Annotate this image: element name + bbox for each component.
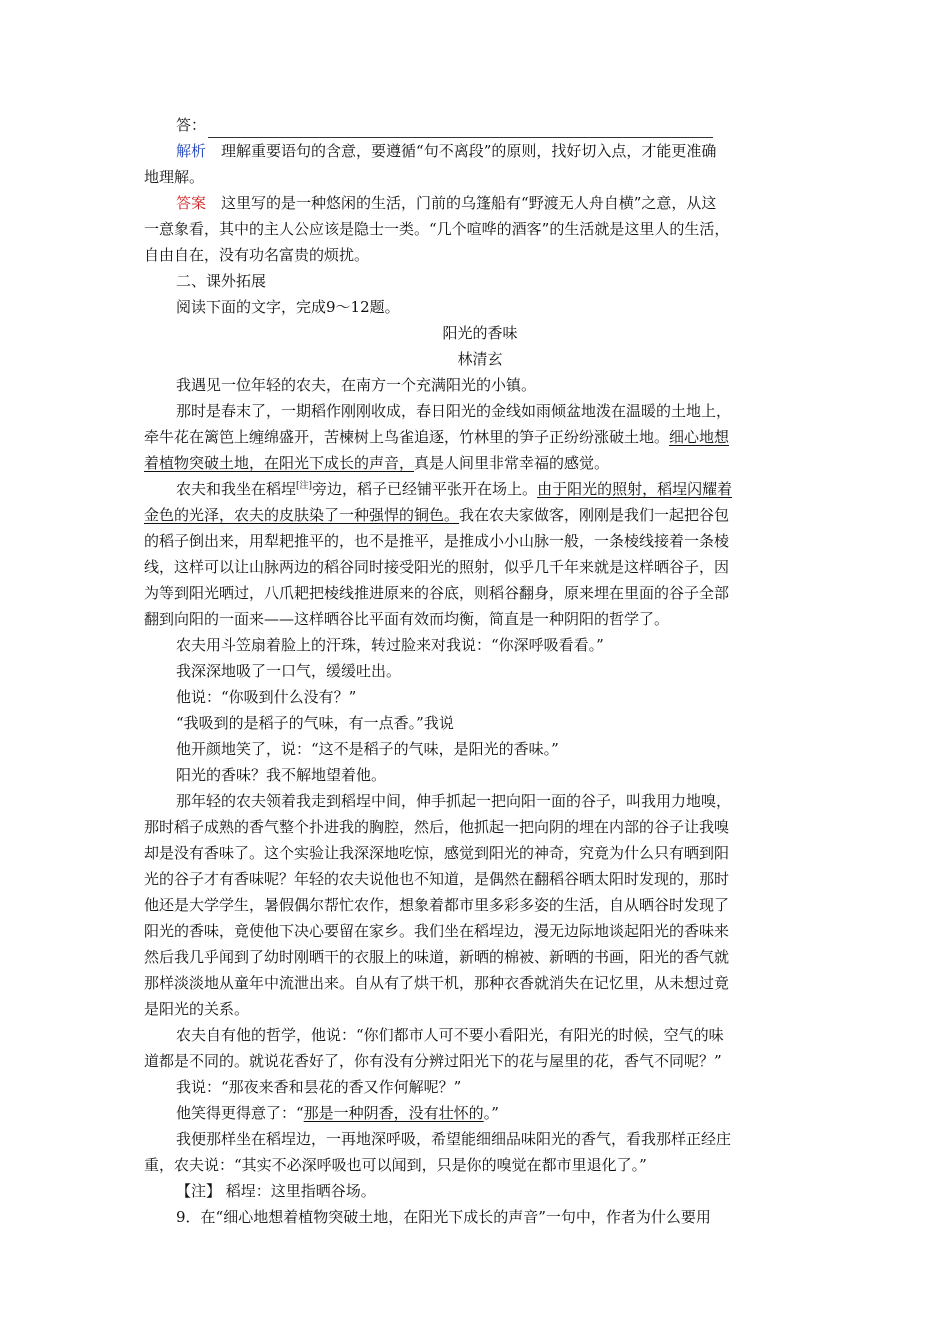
paragraph-2-line-3: 着植物突破土地，在阳光下成长的声音，真是人间里非常幸福的感觉。 [144, 454, 610, 472]
paragraph-10-line-3: 却是没有香味了。这个实验让我深深地吃惊，感觉到阳光的神奇，究竟为什么只有晒到阳 [144, 844, 730, 862]
paragraph-3-line-4: 线，这样可以让山脉两边的稻谷同时接受阳光的照射，似乎几千年来就是这样晒谷子，因 [144, 558, 730, 576]
analysis-tag: 解析 [176, 142, 207, 160]
answer-tag: 答案 [176, 194, 207, 212]
paragraph-9: 阳光的香味？我不解地望着他。 [176, 766, 387, 784]
analysis-line-1: 解析 理解重要语句的含意，要遵循“句不离段”的原则，找好切入点，才能更准确 [176, 142, 717, 160]
paragraph-3-line-2: 金色的光泽，农夫的皮肤染了一种强悍的铜色。我在农夫家做客，刚刚是我们一起把谷包 [144, 506, 730, 524]
document-page [144, 112, 816, 1230]
paragraph-2-line-1: 那时是春末了，一期稻作刚刚收成，春日阳光的金线如雨倾盆地泼在温暖的土地上， [176, 402, 732, 420]
article-title: 阳光的香味 [442, 324, 518, 342]
underlined-sentence-1a: 细心地想 [669, 428, 730, 446]
paragraph-14-line-2: 重，农夫说：“其实不必深呼吸也可以闻到，只是你的嗅觉在都市里退化了。” [144, 1156, 647, 1174]
section-instruction: 阅读下面的文字，完成9～12题。 [176, 298, 400, 316]
article-author: 林清玄 [457, 350, 503, 368]
paragraph-3-line-3: 的稻子倒出来，用犁耙推平的，也不是推平，是推成小小山脉一般，一条棱线接着一条棱 [144, 532, 730, 550]
paragraph-10-line-7: 然后我几乎闻到了幼时刚晒干的衣服上的味道，新晒的棉被、新晒的书画，阳光的香气就 [144, 948, 730, 966]
paragraph-3-line-6: 翻到向阳的一面来——这样晒谷比平面有效而均衡，简直是一种阴阳的哲学了。 [144, 610, 670, 628]
underlined-sentence-1b: 着植物突破土地，在阳光下成长的声音， [144, 454, 415, 472]
paragraph-1: 我遇见一位年轻的农夫，在南方一个充满阳光的小镇。 [176, 376, 537, 394]
paragraph-14-line-1: 我便那样坐在稻埕边，一再地深呼吸，希望能细细品味阳光的香气，看我那样正经庄 [176, 1130, 732, 1148]
paragraph-8: 他开颜地笑了，说：“这不是稻子的气味，是阳光的香味。” [176, 740, 559, 758]
answer-line-1: 答案 这里写的是一种悠闲的生活，门前的乌篷船有“野渡无人舟自横”之意，从这 [176, 194, 717, 212]
paragraph-10-line-1: 那年轻的农夫领着我走到稻埕中间，伸手抓起一把向阳一面的谷子，叫我用力地嗅， [176, 792, 732, 810]
paragraph-6: 他说：“你吸到什么没有？” [176, 688, 357, 706]
underlined-sentence-3: 那是一种阴香，没有壮怀的 [303, 1104, 484, 1122]
paragraph-10-line-2: 那时稻子成熟的香气整个扑进我的胸腔，然后，他抓起一把向阴的埋在内部的谷子让我嗅 [144, 818, 730, 836]
paragraph-10-line-4: 光的谷子才有香味呢？年轻的农夫说他也不知道，是偶然在翻稻谷晒太阳时发现的，那时 [144, 870, 730, 888]
underlined-sentence-2b: 金色的光泽，农夫的皮肤染了一种强悍的铜色。 [144, 506, 460, 524]
answer-blank-line [208, 119, 713, 138]
answer-prompt: 答： [144, 112, 816, 138]
paragraph-2-line-2: 牵牛花在篱笆上缠绵盛开，苦楝树上鸟雀追逐，竹林里的笋子正纷纷涨破土地。细心地想 [144, 428, 730, 446]
answer-line-2: 一意象看，其中的主人公应该是隐士一类。“几个喧哗的酒客”的生活就是这里人的生活， [144, 220, 730, 238]
paragraph-10-line-6: 阳光的香味，竟使他下决心要留在家乡。我们坐在稻埕边，漫无边际地谈起阳光的香味来 [144, 922, 730, 940]
paragraph-13: 他笑得更得意了：“那是一种阴香，没有壮怀的。” [176, 1104, 499, 1122]
footnote: 【注】 稻埕：这里指晒谷场。 [176, 1182, 376, 1200]
paragraph-5: 我深深地吸了一口气，缓缓吐出。 [176, 662, 402, 680]
paragraph-10-line-9: 是阳光的关系。 [144, 1000, 250, 1018]
section-heading: 二、课外拓展 [176, 272, 267, 290]
paragraph-10-line-8: 那样淡淡地从童年中流泄出来。自从有了烘干机，那种衣香就消失在记忆里，从未想过竟 [144, 974, 730, 992]
underlined-sentence-2a: 由于阳光的照射，稻埕闪耀着 [537, 480, 733, 498]
paragraph-4: 农夫用斗笠扇着脸上的汗珠，转过脸来对我说：“你深呼吸看看。” [176, 636, 604, 654]
question-9-line-1: 9．在“细心地想着植物突破土地，在阳光下成长的声音”一句中，作者为什么要用 [176, 1208, 711, 1226]
paragraph-12: 我说：“那夜来香和昙花的香又作何解呢？” [176, 1078, 462, 1096]
paragraph-10-line-5: 他还是大学学生，暑假偶尔帮忙农作，想象着都市里多彩多姿的生活，自从晒谷时发现了 [144, 896, 730, 914]
answer-line-3: 自由自在，没有功名富贵的烦扰。 [144, 246, 370, 264]
paragraph-3-line-5: 为等到阳光晒过，八爪耙把棱线推进原来的谷底，则稻谷翻身，原来埋在里面的谷子全部 [144, 584, 730, 602]
paragraph-3-line-1: 农夫和我坐在稻埕[注]旁边，稻子已经铺平张开在场上。由于阳光的照射，稻埕闪耀着 [176, 480, 733, 498]
paragraph-7: “我吸到的是稻子的气味，有一点香。”我说 [176, 714, 454, 732]
footnote-mark: [注] [296, 481, 313, 491]
paragraph-11-line-2: 道都是不同的。就说花香好了，你有没有分辨过阳光下的花与屋里的花，香气不同呢？” [144, 1052, 722, 1070]
paragraph-11-line-1: 农夫自有他的哲学，他说：“你们都市人可不要小看阳光，有阳光的时候，空气的味 [176, 1026, 724, 1044]
analysis-line-2: 地理解。 [144, 168, 205, 186]
